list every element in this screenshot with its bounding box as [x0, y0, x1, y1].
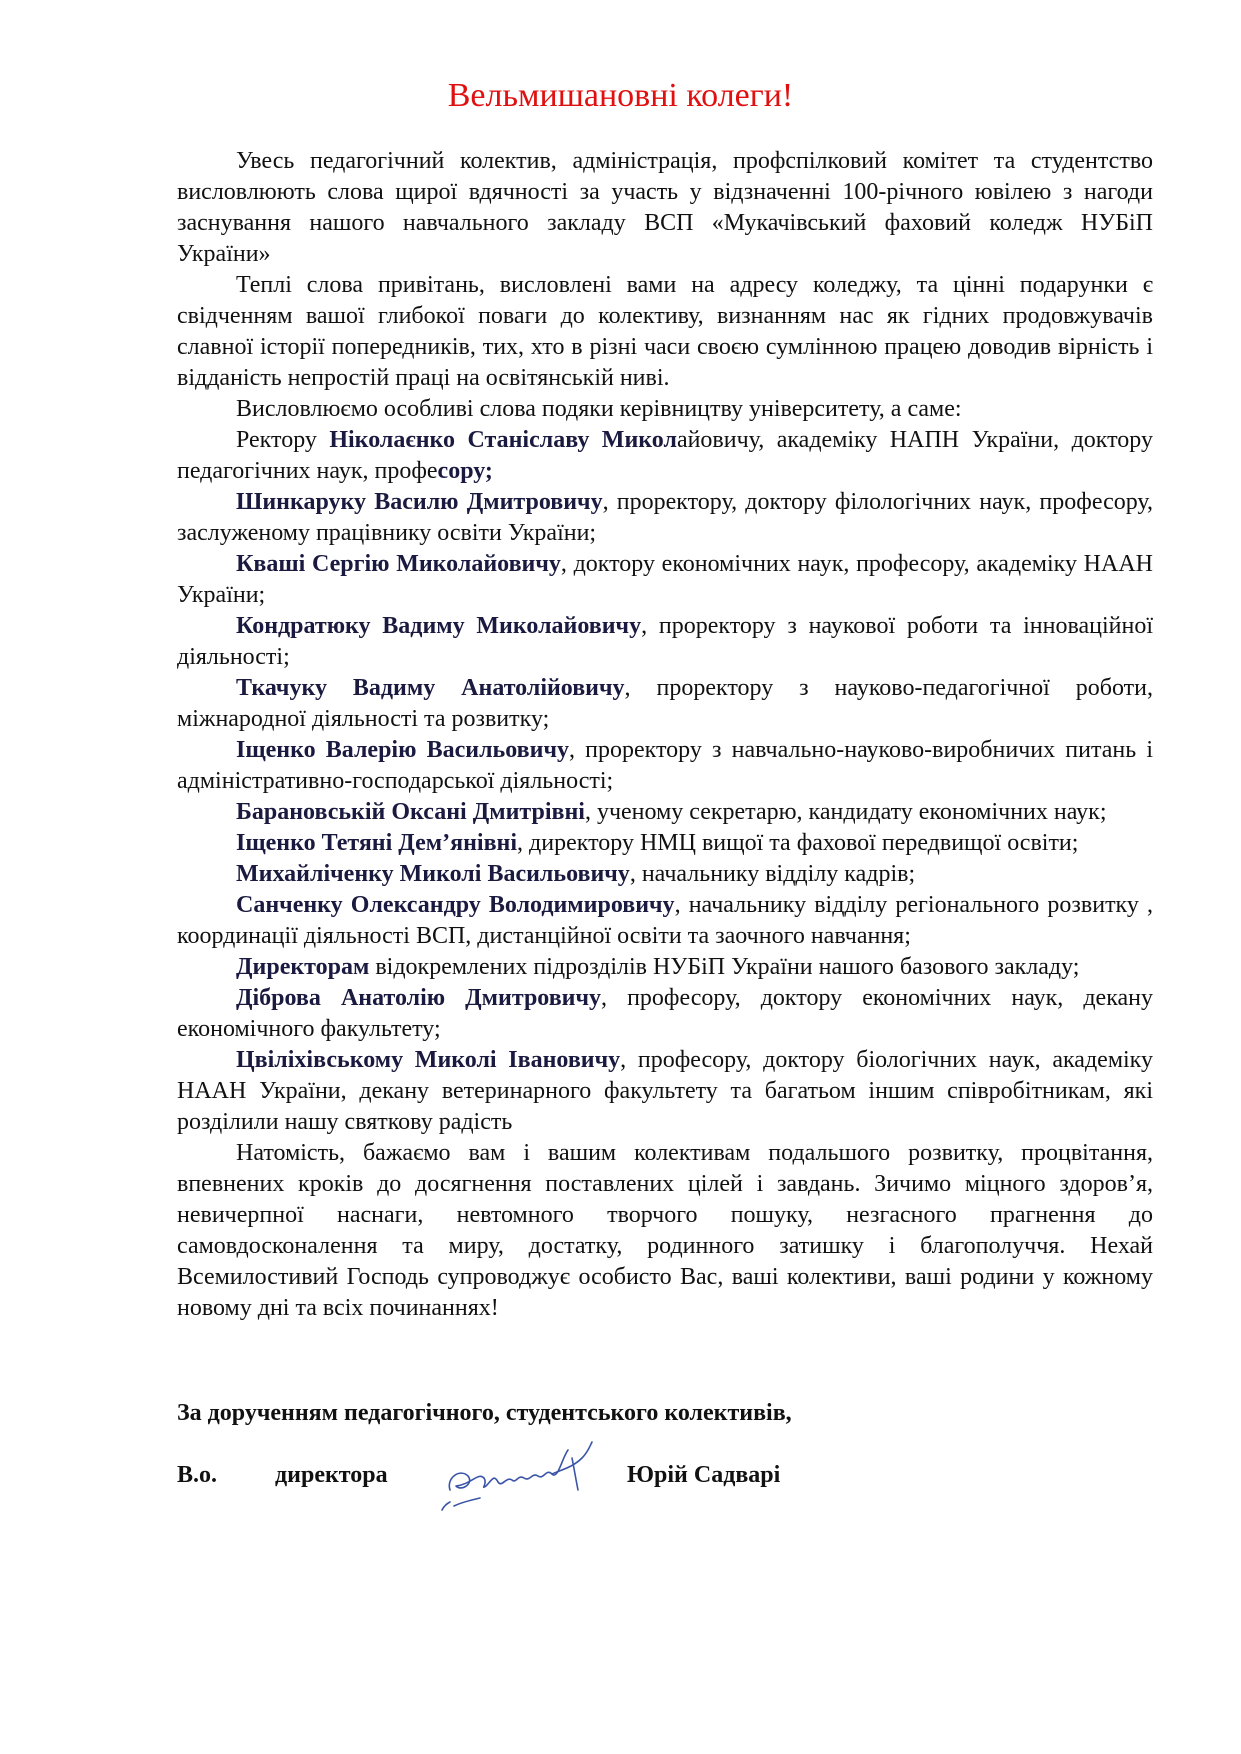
letter-title: Вельмишановні колеги!	[447, 77, 794, 114]
closing-line: За дорученням педагогічного, студентського колективів,	[177, 1400, 792, 1426]
letter-body	[177, 146, 1153, 1324]
signature-role-a: В.о.	[177, 1462, 218, 1488]
thanks-item: Кваші Сергію Миколайовичу, доктору економічних наук, професору, академіку НААН України;	[177, 551, 1153, 608]
paragraph-gratitude: Увесь педагогічний колектив, адміністрація, профспілковий комітет та студентство висловлюють слова щирої вдячності за участь у відзначенні 100-річного ювілею з нагоди заснування нашого навчального закладу ВСП «Мукачівський фаховий коледж НУБіП України»	[177, 148, 1153, 267]
paragraph-wishes: Натомість, бажаємо вам і вашим колективам подальшого розвитку, процвітання, впевнених кроків до досягнення поставлених цілей і завдань. Зичимо міцного здоров’я, невичерпної наснаги, невтомного творчого пошуку, незгасного прагнення до самовдосконалення та миру, достатку, родинного затишку і благополуччя. Нехай Всемилостивий Господь супроводжує особисто Вас, ваші колективи, ваші родини у кожному новому дні та всіх починаннях!	[177, 1140, 1153, 1321]
thanks-item: Михайліченку Миколі Васильовичу, начальнику відділу кадрів;	[236, 861, 916, 887]
thanks-item: Цвіліхівському Миколі Івановичу, професору, доктору біологічних наук, академіку НААН України, декану ветеринарного факультету та багатьом іншим співробітникам, які розділили нашу святкову радість	[177, 1047, 1154, 1135]
thanks-item: Барановській Оксані Дмитрівні, ученому секретарю, кандидату економічних наук;	[236, 799, 1107, 825]
signature-name: Юрій Садварі	[627, 1462, 781, 1488]
paragraph-thanks-intro: Висловлюємо особливі слова подяки керівництву університету, а саме:	[236, 396, 962, 422]
thanks-item: Іщенко Валерію Васильовичу, проректору з навчально-науково-виробничих питань і адміністративно-господарської діяльності;	[177, 737, 1154, 794]
thanks-item: Іщенко Тетяні Дем’янівні, директору НМЦ вищої та фахової передвищої освіти;	[236, 830, 1079, 856]
thanks-item: Ректору Ніколаєнко Станіславу Миколайовичу, академіку НАПН України, доктору педагогічних наук, професору;	[177, 427, 1153, 484]
thanks-item: Шинкаруку Василю Дмитровичу, проректору, доктору філологічних наук, професору, заслуженому працівнику освіти України;	[177, 489, 1154, 546]
thanks-item: Діброва Анатолію Дмитровичу, професору, доктору економічних наук, декану економічного факультету;	[177, 985, 1153, 1042]
thanks-item: Санченку Олександру Володимировичу, начальнику відділу регіонального розвитку , координації діяльності ВСП, дистанційної освіти та заочного навчання;	[177, 892, 1153, 949]
signature-row	[177, 1460, 1153, 1560]
thanks-item: Ткачуку Вадиму Анатолійовичу, проректору з науково-педагогічної роботи, міжнародної діяльності та розвитку;	[177, 675, 1153, 732]
thanks-item: Кондратюку Вадиму Миколайовичу, проректору з наукової роботи та інноваційної діяльності;	[177, 613, 1154, 670]
paragraph-greetings: Теплі слова привітань, висловлені вами на адресу коледжу, та цінні подарунки є свідченням вашої глибокої поваги до колективу, визнанням нас як гідних продовжувачів славної історії попередників, тих, хто в різні часи своєю сумлінною працею доводив вірність і відданість непростій праці на освітянській ниві.	[177, 272, 1153, 391]
handwritten-signature-icon	[432, 1428, 612, 1528]
signature-role-b: директора	[275, 1462, 388, 1488]
thanks-item: Директорам відокремлених підрозділів НУБіП України нашого базового закладу;	[236, 954, 1080, 980]
